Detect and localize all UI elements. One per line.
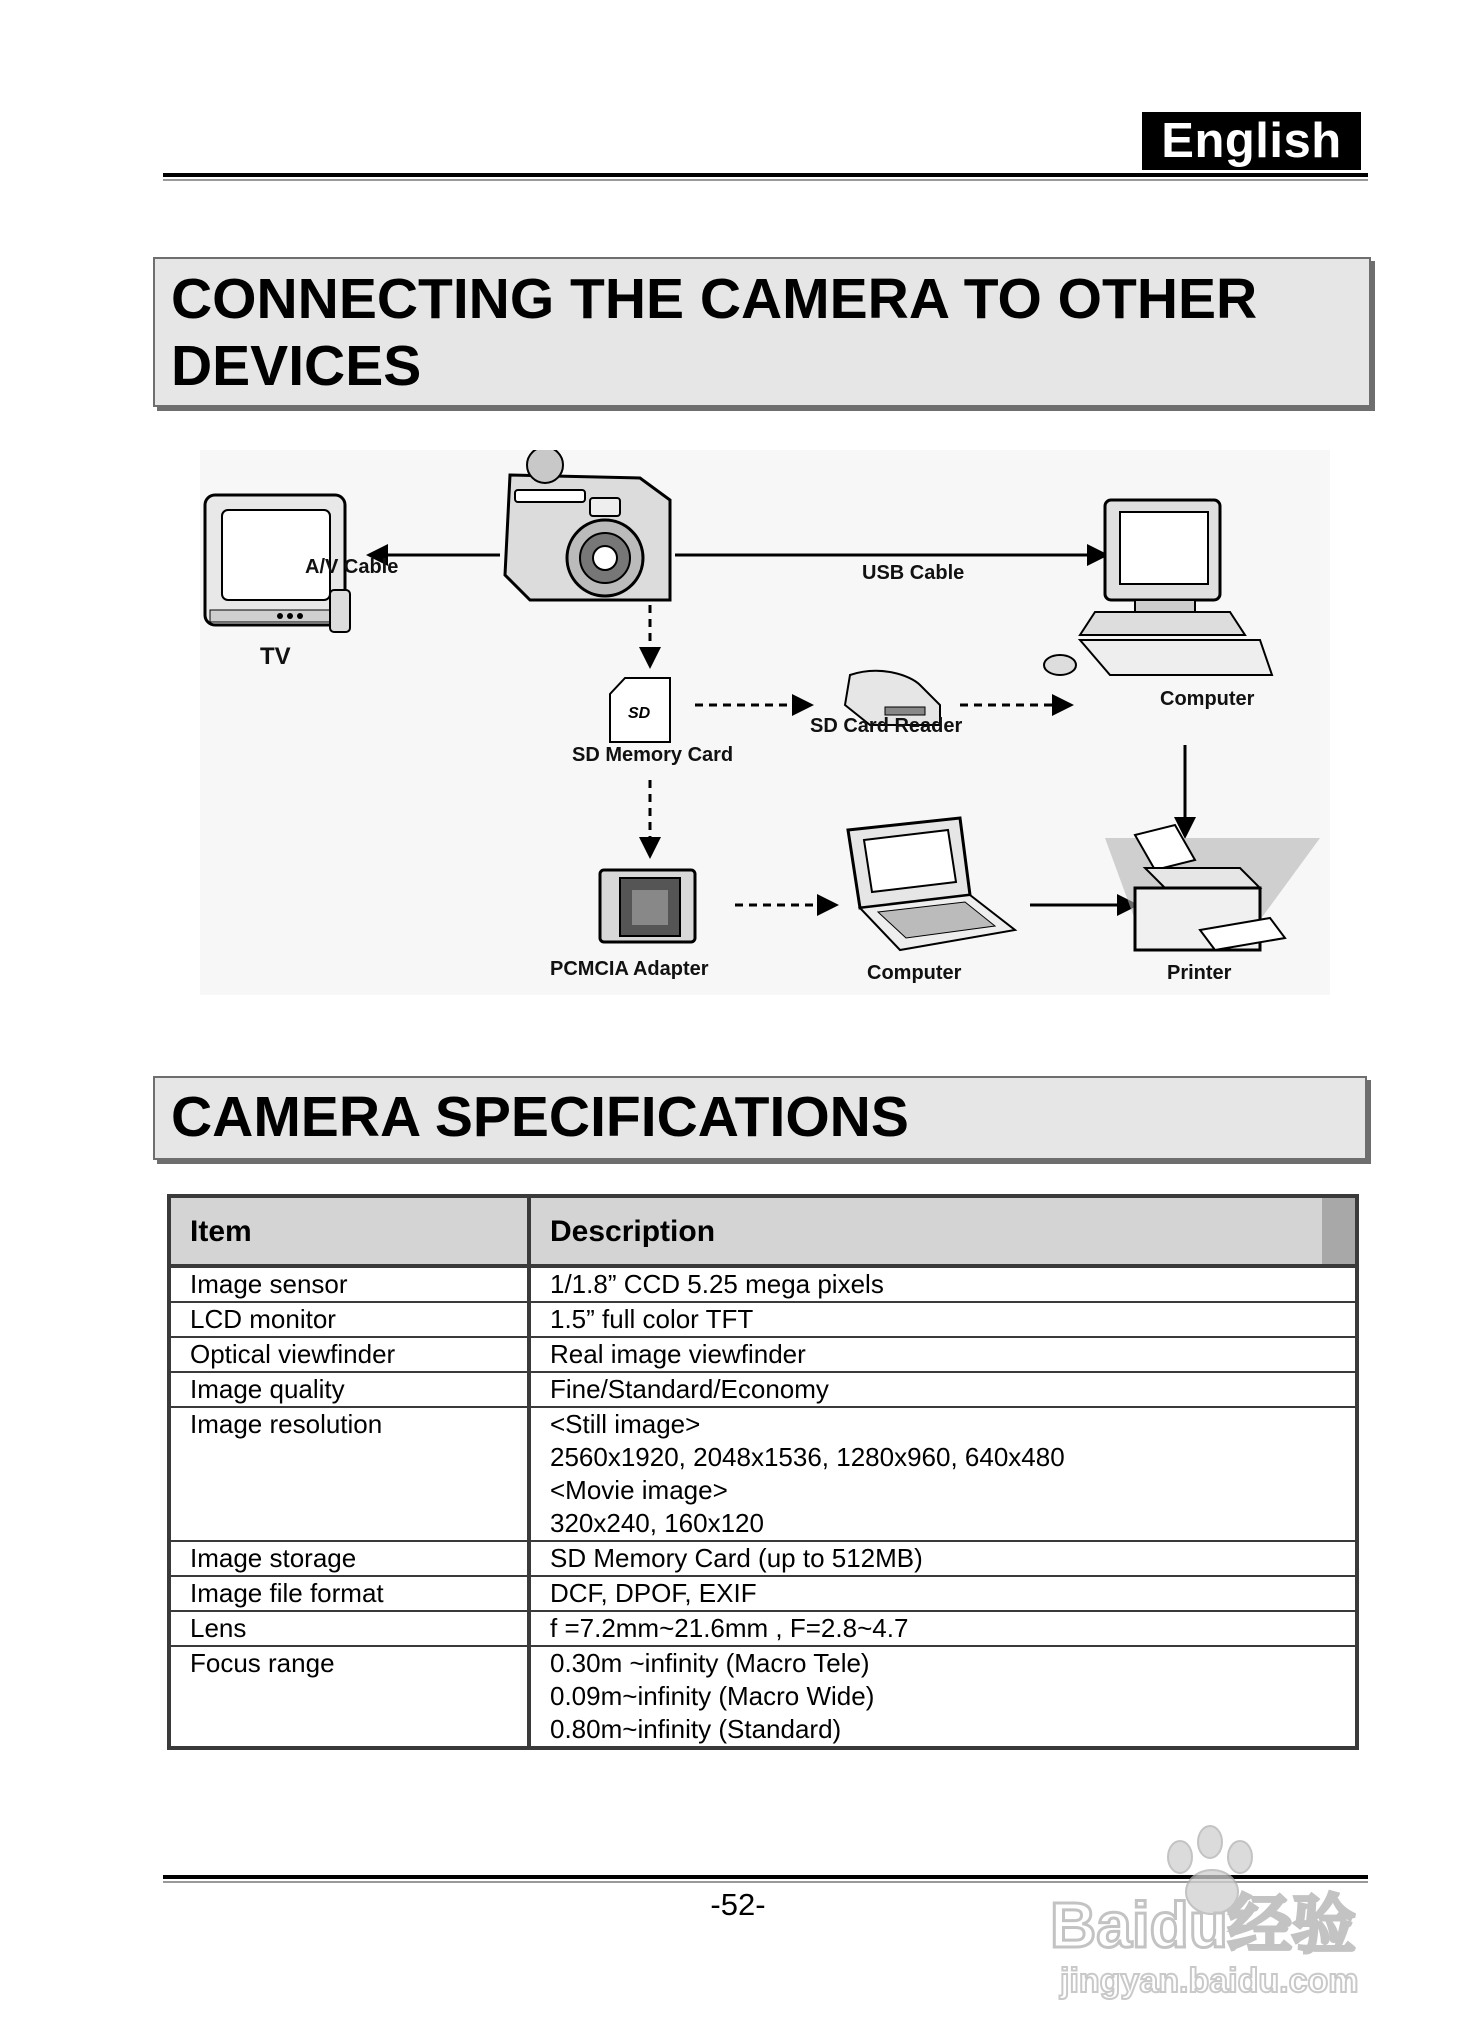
- label-av-cable: A/V Cable: [305, 556, 399, 578]
- table-row: [169, 1302, 1357, 1337]
- diagram-graphics: [200, 450, 1330, 995]
- spec-description: 1.5” full color TFT: [529, 1302, 1357, 1337]
- sd-card-icon: [610, 678, 670, 742]
- section-heading-connecting: [153, 257, 1371, 407]
- label-printer: Printer: [1167, 962, 1232, 984]
- table-row: [169, 1266, 1357, 1302]
- spec-description: Real image viewfinder: [529, 1337, 1357, 1372]
- section-title-specifications: CAMERA SPECIFICATIONS: [171, 1085, 909, 1149]
- spec-item: Focus range: [169, 1646, 529, 1748]
- label-computer-top: Computer: [1160, 688, 1255, 710]
- spec-header-item: Item: [169, 1196, 529, 1266]
- printer-icon: [1105, 825, 1320, 950]
- computer-top-icon: [1044, 500, 1272, 675]
- sd-logo-text: SD: [628, 705, 651, 722]
- svg-text:Baidu经验: Baidu经验: [1050, 1889, 1356, 1961]
- spec-item: Image resolution: [169, 1407, 529, 1541]
- spec-item: LCD monitor: [169, 1302, 529, 1337]
- baidu-watermark-logo: [1040, 1812, 1400, 2002]
- table-row: [169, 1611, 1357, 1646]
- camera-icon: [505, 450, 670, 600]
- label-sd-memory-card: SD Memory Card: [572, 744, 734, 766]
- spec-description: 0.30m ~infinity (Macro Tele) 0.09m~infinity (Macro Wide) 0.80m~infinity (Standard): [529, 1646, 1357, 1748]
- spec-description: DCF, DPOF, EXIF: [529, 1576, 1357, 1611]
- spec-table: [167, 1194, 1359, 1750]
- spec-item: Lens: [169, 1611, 529, 1646]
- spec-item: Image file format: [169, 1576, 529, 1611]
- laptop-icon: [848, 818, 1015, 950]
- label-computer-bottom: Computer: [867, 962, 962, 984]
- section-title-line2: DEVICES: [171, 334, 422, 398]
- table-row: [169, 1407, 1357, 1541]
- spec-item: Image quality: [169, 1372, 529, 1407]
- spec-description: Fine/Standard/Economy: [529, 1372, 1357, 1407]
- label-tv: TV: [260, 643, 291, 670]
- section-title-line1: CONNECTING THE CAMERA TO OTHER: [171, 267, 1258, 331]
- connection-diagram: [200, 450, 1330, 995]
- header-rule-shadow: [163, 179, 1368, 181]
- table-row: [169, 1646, 1357, 1748]
- label-sd-card-reader: SD Card Reader: [810, 715, 963, 737]
- section-title-connecting: [171, 266, 1257, 400]
- label-pcmcia-adapter: PCMCIA Adapter: [550, 958, 709, 980]
- spec-description: 1/1.8” CCD 5.25 mega pixels: [529, 1266, 1357, 1302]
- pcmcia-adapter-icon: [600, 870, 695, 942]
- spec-header-description: Description: [529, 1196, 1357, 1266]
- label-usb-cable: USB Cable: [862, 562, 965, 584]
- spec-description: <Still image> 2560x1920, 2048x1536, 1280x960, 640x480 <Movie image> 320x240, 160x120: [529, 1407, 1357, 1541]
- section-heading-specifications: [153, 1076, 1367, 1160]
- spec-item: Image storage: [169, 1541, 529, 1576]
- table-row: [169, 1372, 1357, 1407]
- spec-item: Image sensor: [169, 1266, 529, 1302]
- page-number: -52-: [710, 1887, 766, 1922]
- table-row: [169, 1576, 1357, 1611]
- spec-description: f =7.2mm~21.6mm , F=2.8~4.7: [529, 1611, 1357, 1646]
- table-row: [169, 1541, 1357, 1576]
- spec-description: SD Memory Card (up to 512MB): [529, 1541, 1357, 1576]
- spec-item: Optical viewfinder: [169, 1337, 529, 1372]
- language-badge: English: [1142, 112, 1361, 170]
- table-row: [169, 1337, 1357, 1372]
- spec-table-header-row: [169, 1196, 1357, 1266]
- svg-text:jingyan.baidu.com: jingyan.baidu.com: [1060, 1962, 1359, 2000]
- header-rule: [163, 173, 1368, 177]
